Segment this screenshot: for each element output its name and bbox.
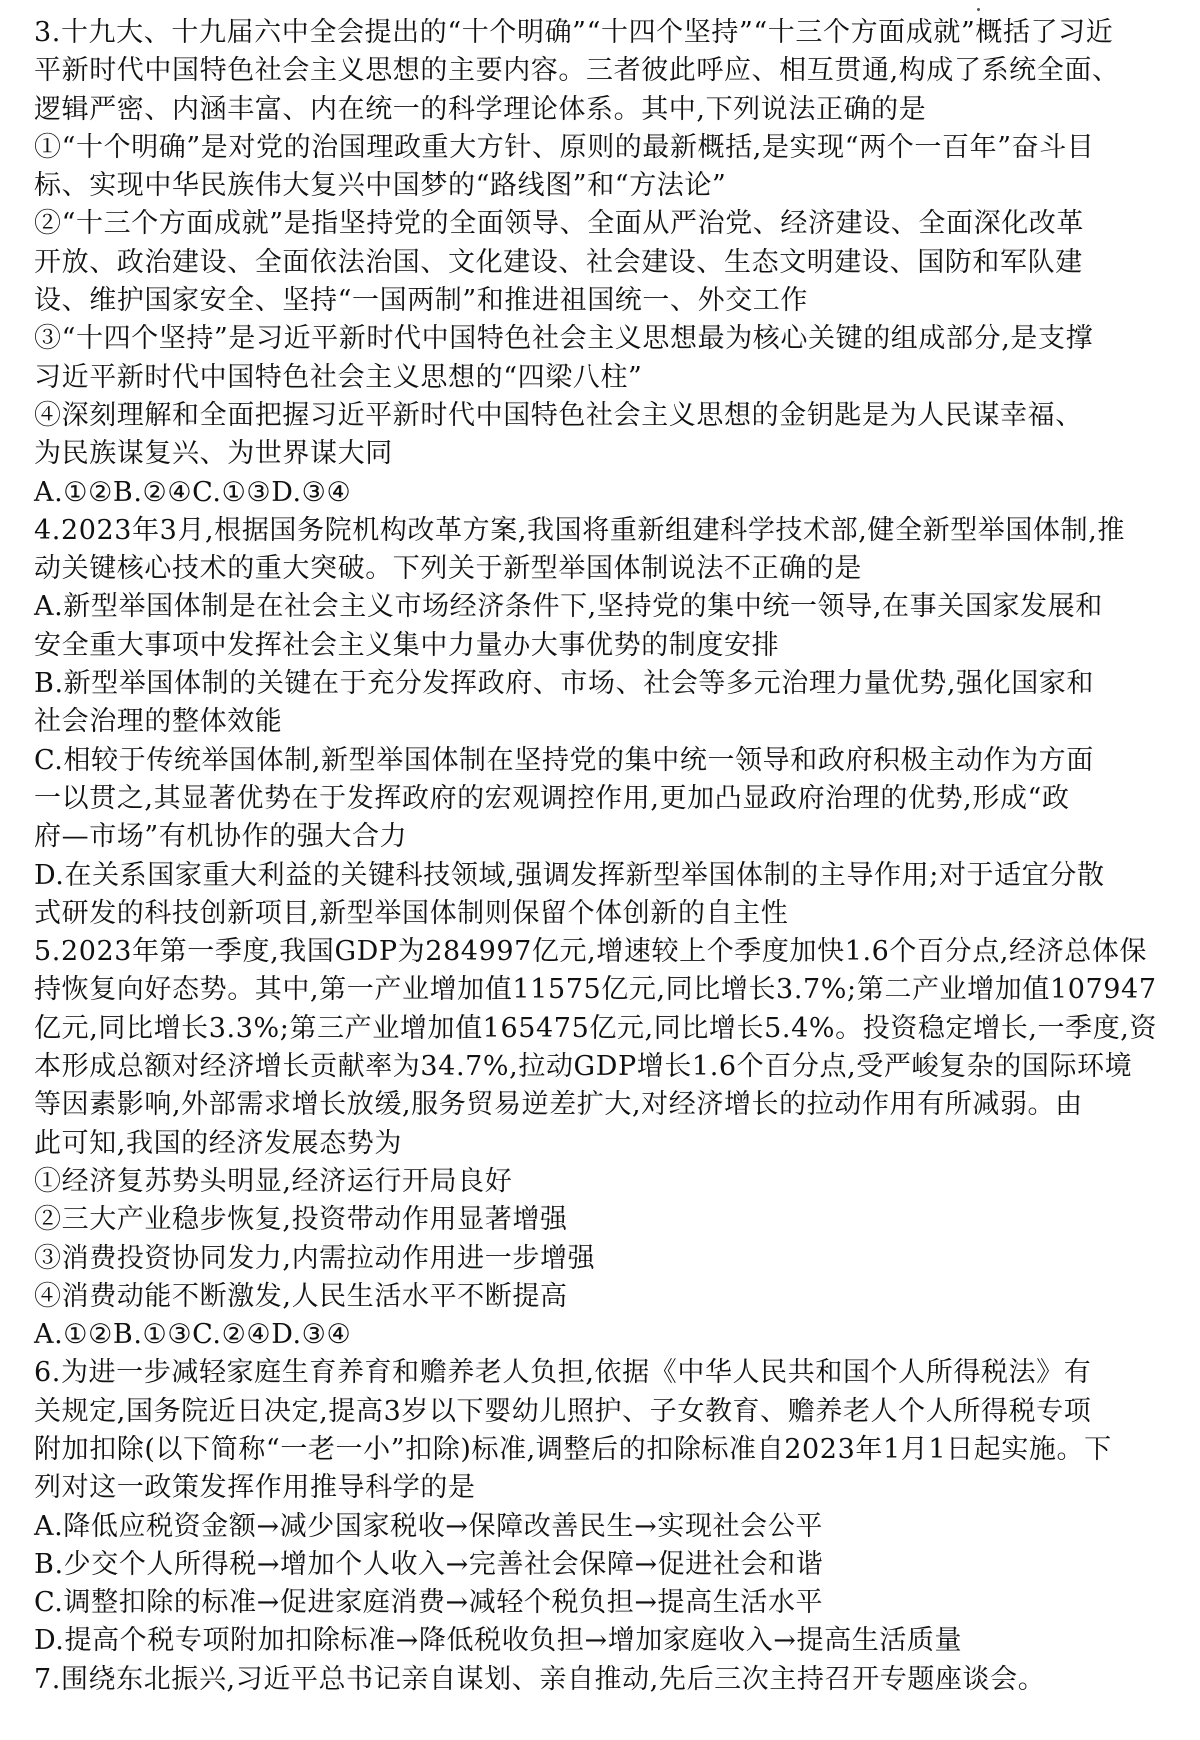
question-6-option-line: D.提高个税专项附加扣除标准→降低税收负担→增加家庭收入→提高生活质量 [34, 1625, 963, 1657]
question-3-statement-line: 标、实现中华民族伟大复兴中国梦的“路线图”和“方法论” [34, 170, 727, 202]
exam-page [34, 14, 1174, 1699]
question-5-stem-line: 本形成总额对经济增长贡献率为34.7%,拉动GDP增长1.6个百分点,受严峻复杂的国际环境 [34, 1051, 1133, 1083]
question-3-options: A.①②B.②④C.①③D.③④ [34, 476, 352, 508]
question-5-statement-line: ③消费投资协同发力,内需拉动作用进一步增强 [34, 1242, 596, 1274]
question-5-stem-line: 此可知,我国的经济发展态势为 [34, 1127, 402, 1159]
question-5-statement-line: ④消费动能不断激发,人民生活水平不断提高 [34, 1280, 568, 1312]
question-5 [34, 933, 1174, 1354]
question-6-stem-line: 6.为进一步减轻家庭生育养育和赡养老人负担,依据《中华人民共和国个人所得税法》有 [34, 1357, 1092, 1389]
question-4-option-line: 一以贯之,其显著优势在于发挥政府的宏观调控作用,更加凸显政府治理的优势,形成“政 [34, 782, 1070, 814]
question-6-option-line: C.调整扣除的标准→促进家庭消费→减轻个税负担→提高生活水平 [34, 1587, 824, 1619]
question-5-statement-line: ①经济复苏势头明显,经济运行开局良好 [34, 1165, 513, 1197]
question-3-statement-line: ④深刻理解和全面把握习近平新时代中国特色社会主义思想的金钥匙是为人民谋幸福、 [34, 399, 1083, 431]
question-5-stem-line: 亿元,同比增长3.3%;第三产业增加值165475亿元,同比增长5.4%。投资稳定增长,一季度,资 [34, 1012, 1158, 1044]
question-5-statement-line: ②三大产业稳步恢复,投资带动作用显著增强 [34, 1204, 568, 1236]
question-4-option-line: 式研发的科技创新项目,新型举国体制则保留个体创新的自主性 [34, 897, 789, 929]
question-7 [34, 1661, 1174, 1699]
question-3-stem-line: 平新时代中国特色社会主义思想的主要内容。三者彼此呼应、相互贯通,构成了系统全面、 [34, 55, 1120, 87]
question-6 [34, 1354, 1174, 1660]
question-3 [34, 14, 1174, 512]
scan-speck [977, 8, 980, 11]
question-4-option-line: C.相较于传统举国体制,新型举国体制在坚持党的集中统一领导和政府积极主动作为方面 [34, 744, 1094, 776]
question-3-statement-line: 设、维护国家安全、坚持“一国两制”和推进祖国统一、外交工作 [34, 285, 809, 317]
question-4-stem-line: 动关键核心技术的重大突破。下列关于新型举国体制说法不正确的是 [34, 553, 862, 585]
question-6-stem-line: 列对这一政策发挥作用推导科学的是 [34, 1472, 476, 1504]
question-7-stem-line: 7.围绕东北振兴,习近平总书记亲自谋划、亲自推动,先后三次主持召开专题座谈会。 [34, 1663, 1046, 1695]
question-6-option-line: B.少交个人所得税→增加个人收入→完善社会保障→促进社会和谐 [34, 1548, 824, 1580]
question-5-options: A.①②B.①③C.②④D.③④ [34, 1319, 352, 1351]
question-3-stem-line: 3.十九大、十九届六中全会提出的“十个明确”“十四个坚持”“十三个方面成就”概括了习近 [34, 17, 1114, 48]
question-3-statement-line: 习近平新时代中国特色社会主义思想的“四梁八柱” [34, 361, 643, 393]
question-3-statement-line: ③“十四个坚持”是习近平新时代中国特色社会主义思想最为核心关键的组成部分,是支撑 [34, 323, 1094, 355]
question-3-statement-line: ①“十个明确”是对党的治国理政重大方针、原则的最新概括,是实现“两个一百年”奋斗目 [34, 131, 1095, 163]
question-4-stem-line: 4.2023年3月,根据国务院机构改革方案,我国将重新组建科学技术部,健全新型举国体制,推 [34, 514, 1125, 546]
question-3-statement-line: 为民族谋复兴、为世界谋大同 [34, 438, 393, 470]
question-4-option-line: B.新型举国体制的关键在于充分发挥政府、市场、社会等多元治理力量优势,强化国家和 [34, 668, 1095, 700]
question-4-option-line: 安全重大事项中发挥社会主义集中力量办大事优势的制度安排 [34, 629, 780, 661]
question-3-stem-line: 逻辑严密、内涵丰富、内在统一的科学理论体系。其中,下列说法正确的是 [34, 93, 927, 125]
question-4-option-line: D.在关系国家重大利益的关键科技领域,强调发挥新型举国体制的主导作用;对于适宜分散 [34, 859, 1105, 891]
question-4-option-line: 府—市场”有机协作的强大合力 [34, 821, 408, 853]
question-5-stem-line: 等因素影响,外部需求增长放缓,服务贸易逆差扩大,对经济增长的拉动作用有所减弱。由 [34, 1089, 1083, 1121]
question-4-option-line: 社会治理的整体效能 [34, 706, 283, 738]
question-6-stem-line: 关规定,国务院近日决定,提高3岁以下婴幼儿照护、子女教育、赡养老人个人所得税专项 [34, 1395, 1092, 1427]
question-4 [34, 512, 1174, 933]
question-4-option-line: A.新型举国体制是在社会主义市场经济条件下,坚持党的集中统一领导,在事关国家发展和 [34, 591, 1103, 623]
question-5-stem-line: 持恢复向好态势。其中,第一产业增加值11575亿元,同比增长3.7%;第二产业增加值107947 [34, 974, 1157, 1006]
question-3-statement-line: 开放、政治建设、全面依法治国、文化建设、社会建设、生态文明建设、国防和军队建 [34, 246, 1083, 278]
question-6-stem-line: 附加扣除(以下简称“一老一小”扣除)标准,调整后的扣除标准自2023年1月1日起实施。下 [34, 1433, 1112, 1465]
question-5-stem-line: 5.2023年第一季度,我国GDP为284997亿元,增速较上个季度加快1.6个百分点,经济总体保 [34, 936, 1148, 968]
question-3-statement-line: ②“十三个方面成就”是指坚持党的全面领导、全面从严治党、经济建设、全面深化改革 [34, 208, 1085, 240]
question-6-option-line: A.降低应税资金额→减少国家税收→保障改善民生→实现社会公平 [34, 1510, 823, 1542]
